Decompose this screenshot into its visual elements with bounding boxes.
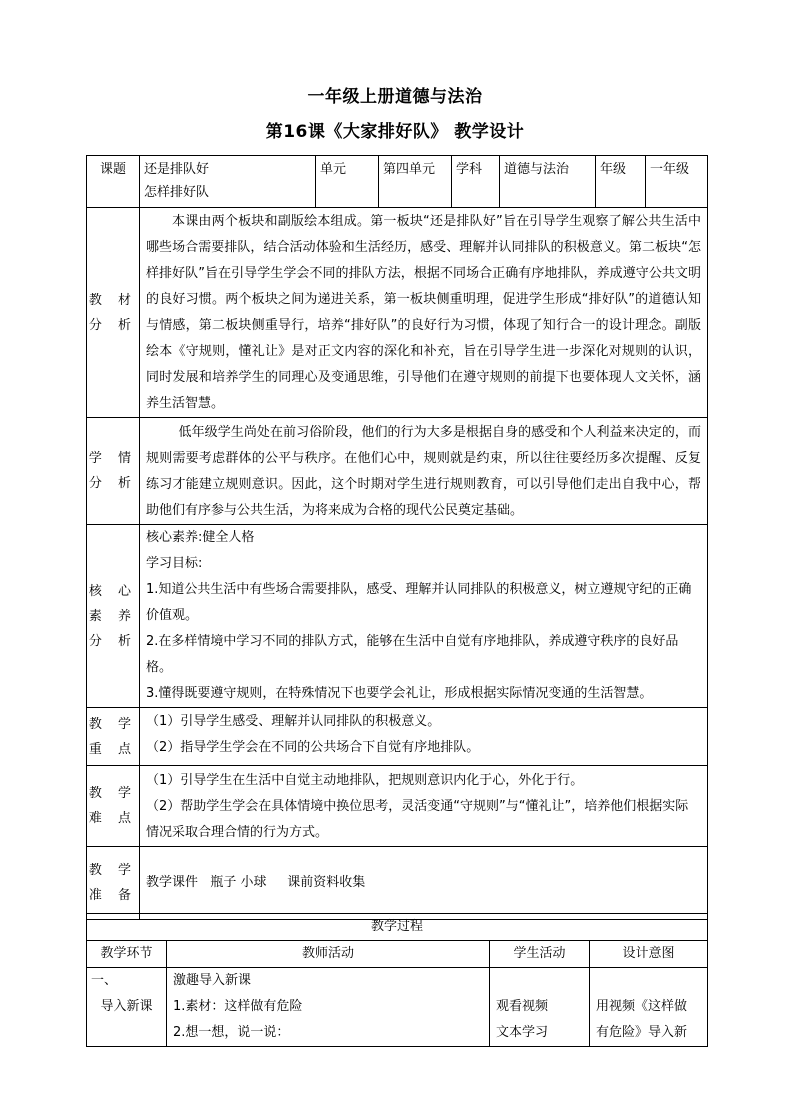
difficulty-2: （2）帮助学生学会在具体情境中换位思考，灵活变通“守规则”与“懂礼让”，培养他们根据实际情况采取合理合情的行为方式。 bbox=[146, 799, 689, 840]
student-analysis-cell bbox=[140, 418, 708, 525]
design-intent-line: 有危险》导入新 bbox=[596, 1025, 688, 1040]
student-analysis-text: 低年级学生尚处在前习俗阶段，他们的行为大多是根据自身的感受和个人利益来决定的，而规则需要考虑群体的公平与秩序。在他们心中，规则就是约束，所以往往要经历多次提醒、反复练习才能建立规则意识。因此，这个时期对学生进行规则教育，可以引导他们走出自我中心，帮助他们有序参与公共生活，为将来成为合格的现代公民奠定基础。 bbox=[146, 425, 701, 518]
label-line: 教 学 bbox=[88, 863, 138, 878]
label-grade: 年级 bbox=[596, 156, 646, 208]
label-line: 难 点 bbox=[88, 811, 138, 826]
topic-line-1: 还是排队好 bbox=[144, 162, 210, 177]
stage-name: 导入新课 bbox=[100, 999, 153, 1014]
label-textbook-analysis bbox=[87, 208, 140, 418]
lesson-header-row bbox=[87, 156, 708, 208]
teacher-activity-line: 激趣导入新课 bbox=[173, 973, 252, 988]
key-points-cell bbox=[140, 708, 708, 766]
label-student-analysis bbox=[87, 418, 140, 525]
preparation-text: 教学课件 瓶子 小球 课前资料收集 bbox=[140, 847, 708, 920]
design-intent-line: 用视频《这样做 bbox=[596, 999, 688, 1014]
label-line: 核 心 bbox=[88, 583, 138, 599]
label-line: 素 养 bbox=[88, 608, 138, 624]
student-analysis-row bbox=[87, 418, 708, 525]
lesson-info-table bbox=[86, 155, 708, 920]
teacher-activity-line: 1.素材：这样做有危险 bbox=[173, 999, 303, 1014]
teacher-activity-line: 2.想一想，说一说： bbox=[173, 1025, 290, 1040]
document-subtitle: 第16课《大家排好队》 教学设计 bbox=[265, 122, 525, 142]
label-line: 分 析 bbox=[88, 476, 138, 491]
textbook-analysis-cell bbox=[140, 208, 708, 418]
grade-value: 一年级 bbox=[646, 156, 708, 208]
key-point-2: （2）指导学生学会在不同的公共场合下自觉有序地排队。 bbox=[146, 740, 480, 755]
difficulties-cell bbox=[140, 766, 708, 847]
label-line: 重 点 bbox=[88, 741, 138, 757]
core-literacy-row bbox=[87, 525, 708, 708]
key-points-row bbox=[87, 708, 708, 766]
label-line: 学 情 bbox=[88, 451, 138, 466]
label-line: 教 学 bbox=[88, 786, 138, 801]
preparation-row bbox=[87, 847, 708, 920]
student-activity-line: 文本学习 bbox=[496, 1025, 549, 1040]
learning-goal-3: 3.懂得既要遵守规则，在特殊情况下也要学会礼让，形成根据实际情况变通的生活智慧。 bbox=[146, 686, 653, 701]
process-title-row bbox=[87, 914, 708, 941]
document-title: 一年级上册道德与法治 bbox=[307, 87, 483, 107]
process-title: 教学过程 bbox=[87, 914, 708, 941]
stage-number: 一、 bbox=[91, 973, 118, 988]
textbook-analysis-text: 本课由两个板块和副版绘本组成。第一板块“还是排队好”旨在引导学生观察了解公共生活中哪些场合需要排队，结合活动体验和生活经历，感受、理解并认同排队的积极意义。第二板块“怎样排好队”旨在引导学生学会不同的排队方法，根据不同场合正确有序地排队，养成遵守公共文明的良好习惯。两个板块之间为递进关系，第一板块侧重明理，促进学生形成“排好队”的道德认知与情感，第二板块侧重导行，培养“排好队”的良好行为习惯，体现了知行合一的设计理念。副版绘本《守规则，懂礼让》是对正文内容的深化和补充，旨在引导学生进一步深化对规则的认识，同时发展和培养学生的同理心及变通思维，引导他们在遵守规则的前提下也要体现人文关怀，涵养生活智慧。 bbox=[146, 214, 701, 411]
label-line: 教 材 bbox=[88, 292, 138, 308]
subject-value: 道德与法治 bbox=[500, 156, 596, 208]
label-topic: 课题 bbox=[87, 156, 140, 208]
teacher-activity-cell bbox=[167, 968, 490, 1047]
label-key-points bbox=[87, 708, 140, 766]
col-header-teacher: 教师活动 bbox=[167, 941, 490, 968]
core-literacy-text: 核心素养:健全人格 bbox=[146, 530, 255, 545]
difficulties-row bbox=[87, 766, 708, 847]
col-header-stage: 教学环节 bbox=[87, 941, 167, 968]
core-literacy-cell bbox=[140, 525, 708, 708]
label-unit: 单元 bbox=[316, 156, 379, 208]
difficulty-1: （1）引导学生在生活中自觉主动地排队，把规则意识内化于心，外化于行。 bbox=[146, 773, 584, 788]
teaching-process-table bbox=[86, 913, 708, 1047]
textbook-analysis-row bbox=[87, 208, 708, 418]
design-intent-cell bbox=[590, 968, 708, 1047]
col-header-intent: 设计意图 bbox=[590, 941, 708, 968]
learning-goal-1: 1.知道公共生活中有些场合需要排队，感受、理解并认同排队的积极意义，树立遵规守纪的正确价值观。 bbox=[146, 582, 692, 623]
label-line: 分 析 bbox=[88, 633, 138, 649]
learning-goals-heading: 学习目标: bbox=[146, 556, 203, 571]
label-line: 准 备 bbox=[88, 888, 138, 903]
unit-value: 第四单元 bbox=[379, 156, 452, 208]
label-core-literacy bbox=[87, 525, 140, 708]
student-activity-line: 观看视频 bbox=[496, 999, 549, 1014]
process-header-row bbox=[87, 941, 708, 968]
topic-value bbox=[140, 156, 316, 208]
topic-line-2: 怎样排好队 bbox=[144, 185, 210, 200]
learning-goal-2: 2.在多样情境中学习不同的排队方式，能够在生活中自觉有序地排队，养成遵守秩序的良好品格。 bbox=[146, 634, 679, 675]
label-subject: 学科 bbox=[452, 156, 500, 208]
label-preparation bbox=[87, 847, 140, 920]
process-row-intro bbox=[87, 968, 708, 1047]
label-line: 教 学 bbox=[88, 716, 138, 732]
key-point-1: （1）引导学生感受、理解并认同排队的积极意义。 bbox=[146, 714, 441, 729]
label-line: 分 析 bbox=[88, 317, 138, 333]
student-activity-cell bbox=[490, 968, 590, 1047]
label-difficulties bbox=[87, 766, 140, 847]
col-header-student: 学生活动 bbox=[490, 941, 590, 968]
stage-cell bbox=[87, 968, 167, 1047]
